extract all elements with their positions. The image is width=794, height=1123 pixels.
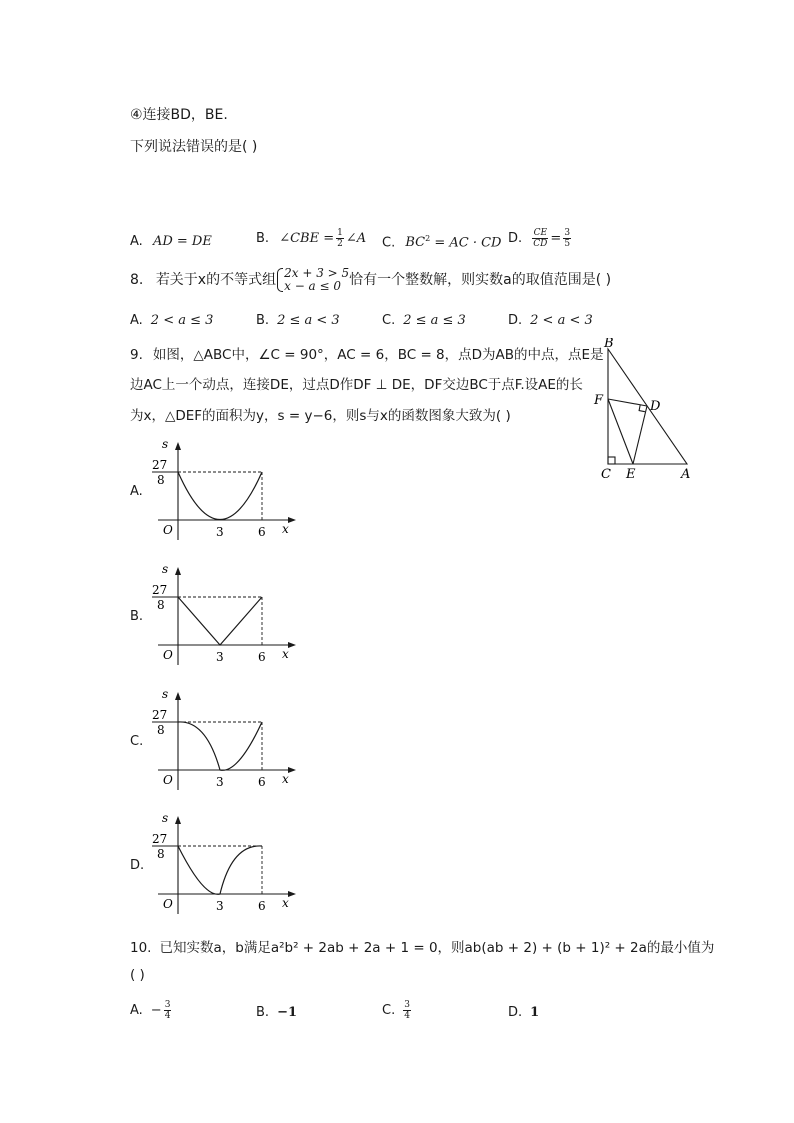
superscript: 2 — [425, 234, 431, 243]
y-tick-numerator: 27 — [152, 708, 168, 722]
minus-sign: − — [150, 1003, 162, 1018]
q7-step4: ④连接BD，BE. — [130, 107, 228, 123]
graph-option-d[interactable] — [148, 810, 300, 918]
x-tick-label: 3 — [216, 650, 224, 664]
option-text: 1 — [530, 1005, 540, 1020]
fraction: $\frac{3}{5}$ — [564, 228, 571, 249]
q7-option-b[interactable] — [256, 228, 366, 249]
y-axis-arrow — [175, 692, 181, 700]
q8-stem — [130, 267, 611, 293]
option-label: A. — [130, 313, 143, 328]
x-axis-arrow — [288, 642, 296, 648]
question-text: 已知实数a，b满足a²b² + 2ab + 2a + 1 = 0，则ab(ab + 2) + (b + 1)² + 2a的最小值为 — [159, 940, 715, 956]
y-tick-denominator: 8 — [157, 723, 165, 737]
question-number: 9. — [130, 347, 143, 363]
function-curve — [178, 722, 262, 770]
origin-label: O — [163, 523, 173, 537]
q10-option-d[interactable] — [508, 1005, 539, 1020]
q8-option-b[interactable] — [256, 313, 340, 328]
q8-option-d[interactable] — [508, 313, 593, 328]
fraction: $\frac{1}{2}$ — [337, 228, 343, 249]
triangle-abc — [608, 349, 687, 464]
origin-label: O — [163, 648, 173, 662]
option-text: 2 < a ≤ 3 — [150, 313, 214, 328]
question-number: 8. — [130, 272, 144, 288]
q9-option-c-label[interactable]: C. — [130, 734, 144, 749]
option-label: B. — [256, 231, 270, 246]
q10-option-a[interactable] — [130, 1000, 173, 1021]
x-tick-label: 6 — [258, 650, 266, 664]
y-axis-label: s — [162, 562, 169, 576]
y-axis-arrow — [175, 816, 181, 824]
inequality-system: 2x + 3 > 5 x − a ≤ 0 — [276, 267, 349, 293]
option-label: C. — [382, 1003, 396, 1018]
q7-option-d[interactable] — [508, 228, 573, 249]
option-text: ∠CBE = — [279, 231, 335, 246]
y-axis-arrow — [175, 442, 181, 450]
x-axis-label: x — [282, 522, 289, 536]
q9-option-d-label[interactable]: D. — [130, 858, 145, 873]
option-text: −1 — [277, 1005, 298, 1020]
label-c: C — [601, 467, 611, 482]
question-text: 若关于x的不等式组 — [155, 272, 277, 288]
x-tick-label: 3 — [216, 775, 224, 789]
option-text: ∠A — [345, 231, 367, 246]
triangle-figure — [590, 338, 702, 486]
q9-option-a-label[interactable]: A. — [130, 484, 143, 499]
fraction: $\frac{CE}{CD}$ — [533, 228, 548, 249]
q9-line1 — [130, 343, 604, 363]
y-axis-label: s — [162, 687, 169, 701]
x-axis-arrow — [288, 891, 296, 897]
option-label: C. — [382, 235, 396, 251]
option-text: = AC · CD — [430, 235, 502, 251]
segment-fd — [608, 399, 647, 406]
x-tick-label: 6 — [258, 899, 266, 913]
function-curve — [178, 597, 262, 645]
x-axis-label: x — [282, 896, 289, 910]
graph-option-b[interactable] — [148, 561, 300, 669]
x-tick-label: 6 — [258, 775, 266, 789]
y-tick-denominator: 8 — [157, 598, 165, 612]
y-tick-numerator: 27 — [152, 458, 168, 472]
option-label: D. — [508, 1005, 523, 1020]
y-axis-label: s — [162, 811, 169, 825]
origin-label: O — [163, 897, 173, 911]
q10-line1 — [130, 936, 714, 956]
graph-option-c[interactable] — [148, 686, 300, 794]
option-label: D. — [508, 313, 523, 328]
q7-option-a[interactable] — [130, 234, 212, 249]
graph-option-a[interactable] — [148, 436, 300, 544]
option-label: A. — [130, 234, 143, 249]
question-number: 10. — [130, 940, 152, 956]
question-text: 如图，△ABC中，∠C = 90°，AC = 6，BC = 8，点D为AB的中点，点E是 — [152, 347, 604, 363]
option-text: 2 ≤ a < 3 — [277, 313, 340, 328]
q9-option-b-label[interactable]: B. — [130, 609, 144, 624]
q9-line3: 为x，△DEF的面积为y，s = y−6，则s与x的函数图象大致为( ) — [130, 408, 511, 424]
option-text: BC — [405, 235, 426, 251]
x-tick-label: 3 — [216, 525, 224, 539]
origin-label: O — [163, 773, 173, 787]
label-a: A — [681, 467, 691, 482]
q7-question: 下列说法错误的是( ) — [130, 139, 258, 155]
label-b: B — [604, 338, 614, 351]
equals: = — [550, 231, 562, 246]
segment-de — [633, 406, 647, 464]
label-e: E — [626, 467, 636, 482]
y-tick-numerator: 27 — [152, 583, 168, 597]
y-axis-label: s — [162, 437, 169, 451]
label-f: F — [594, 393, 604, 408]
q8-option-c[interactable] — [382, 313, 466, 328]
x-tick-label: 6 — [258, 525, 266, 539]
x-axis-label: x — [282, 772, 289, 786]
q9-line2: 边AC上一个动点，连接DE，过点D作DF ⊥ DE，DF交边BC于点F.设AE的长 — [130, 377, 583, 393]
option-text: 2 < a < 3 — [530, 313, 593, 328]
label-d: D — [650, 399, 661, 414]
y-tick-denominator: 8 — [157, 473, 165, 487]
option-label: B. — [256, 1005, 270, 1020]
segment-fe — [608, 399, 633, 464]
y-tick-denominator: 8 — [157, 847, 165, 861]
option-label: B. — [256, 313, 270, 328]
q10-line2: ( ) — [130, 967, 145, 983]
option-label: A. — [130, 1003, 143, 1018]
x-axis-arrow — [288, 767, 296, 773]
q8-option-a[interactable] — [130, 313, 213, 328]
q10-option-c[interactable] — [382, 1000, 413, 1021]
q7-option-c[interactable] — [382, 234, 501, 250]
question-text: 恰有一个整数解，则实数a的取值范围是( ) — [349, 272, 612, 288]
function-curve — [178, 846, 262, 894]
y-tick-numerator: 27 — [152, 832, 168, 846]
function-curve — [178, 472, 262, 520]
fraction: $\frac{3}{4}$ — [164, 1000, 171, 1021]
option-label: D. — [508, 231, 523, 246]
q10-option-b[interactable] — [256, 1005, 297, 1020]
x-axis-arrow — [288, 517, 296, 523]
fraction: $\frac{3}{4}$ — [404, 1000, 410, 1021]
right-angle-c — [608, 457, 615, 464]
x-axis-label: x — [282, 647, 289, 661]
option-text: 2 ≤ a ≤ 3 — [403, 313, 466, 328]
option-text: AD = DE — [152, 234, 212, 249]
x-tick-label: 3 — [216, 899, 224, 913]
y-axis-arrow — [175, 567, 181, 575]
option-label: C. — [382, 313, 396, 328]
